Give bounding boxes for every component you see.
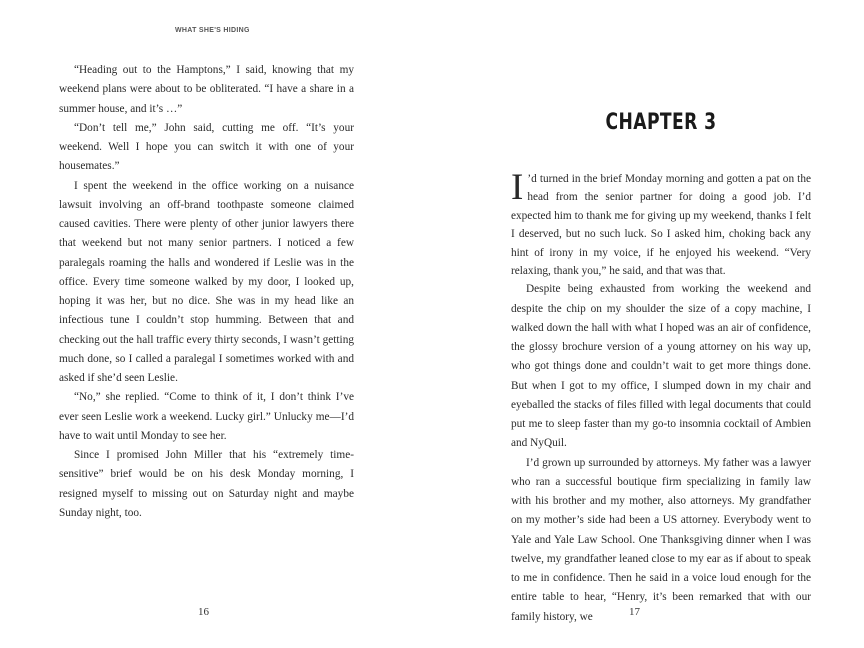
paragraph: “Don’t tell me,” John said, cutting me off. “It’s your weekend. Well I hope you can switch it with one of your housemates.” (59, 121, 354, 173)
paragraph: I spent the weekend in the office working on a nuisance lawsuit involving an off-brand toothpaste someone claimed caused cavities. There were plenty of other junior lawyers there that weekend but not many senior partners. I noticed a few paralegals roaming the halls and wondered if Leslie was in the office. Every time someone walked by my door, I looked up, hoping it was her, but no dice. She was in my head like an infectious tune I couldn’t stop humming. Between that and checking out the hall traffic every thirty seconds, I wasn’t getting much done, so I called a paralegal I sometimes worked with and asked if she’d seen Leslie. (59, 179, 354, 384)
opening-paragraph-text: ’d turned in the brief Monday morning and gotten a pat on the head from the senior partner for doing a good job. I’d expected him to thank me for giving up my weekend, thanks I felt I deserved, but no such luck. So I asked him, choking back any hint of irony in my voice, if he enjoyed his weekend. “Very relaxing, thank you,” he said, and that was that. (511, 173, 811, 278)
opening-paragraph (511, 167, 811, 280)
paragraph: “Heading out to the Hamptons,” I said, knowing that my weekend plans were about to be obliterated. “I have a share in a summer house, and it’s …” (59, 64, 354, 115)
left-page-body (59, 61, 354, 523)
right-page (432, 0, 864, 648)
running-head: WHAT SHE'S HIDING (175, 27, 250, 34)
right-page-body (511, 167, 811, 627)
paragraph: Since I promised John Miller that his “extremely time-sensitive” brief would be on his desk Monday morning, I resigned myself to missing out on Saturday night and maybe Sunday night, too. (59, 449, 354, 519)
paragraph: “No,” she replied. “Come to think of it, I don’t think I’ve ever seen Leslie work a weekend. Lucky girl.” Unlucky me—I’d have to wait until Monday to see her. (59, 391, 354, 442)
chapter-title: CHAPTER 3 (605, 110, 717, 135)
paragraph: I’d grown up surrounded by attorneys. My father was a lawyer who ran a successful boutique firm specializing in family law with his brother and my mother, also attorneys. My grandfather on my mother’s side had been a US attorney. Everybody went to Yale and Yale Law School. One Thanksgiving dinner when I was twelve, my grandfather leaned close to my ear as if about to speak to me in confidence. Then he said in a voice loud enough for the entire table to hear, “Henry, it’s been remarked that with our family history, we (511, 456, 811, 623)
page-number: 17 (629, 606, 640, 618)
paragraph: Despite being exhausted from working the weekend and despite the chip on my shoulder the size of a copy machine, I walked down the hall with what I hoped was an air of confidence, the glossy brochure version of a young attorney on his way up, who got things done and couldn’t wait to get more things done. But when I got to my office, I slumped down in my chair and eyeballed the stacks of files filled with legal documents that could put me to sleep faster than my go-to insomnia cocktail of Ambien and NyQuil. (511, 283, 811, 450)
page-number: 16 (198, 606, 209, 618)
drop-cap: I (511, 167, 524, 208)
